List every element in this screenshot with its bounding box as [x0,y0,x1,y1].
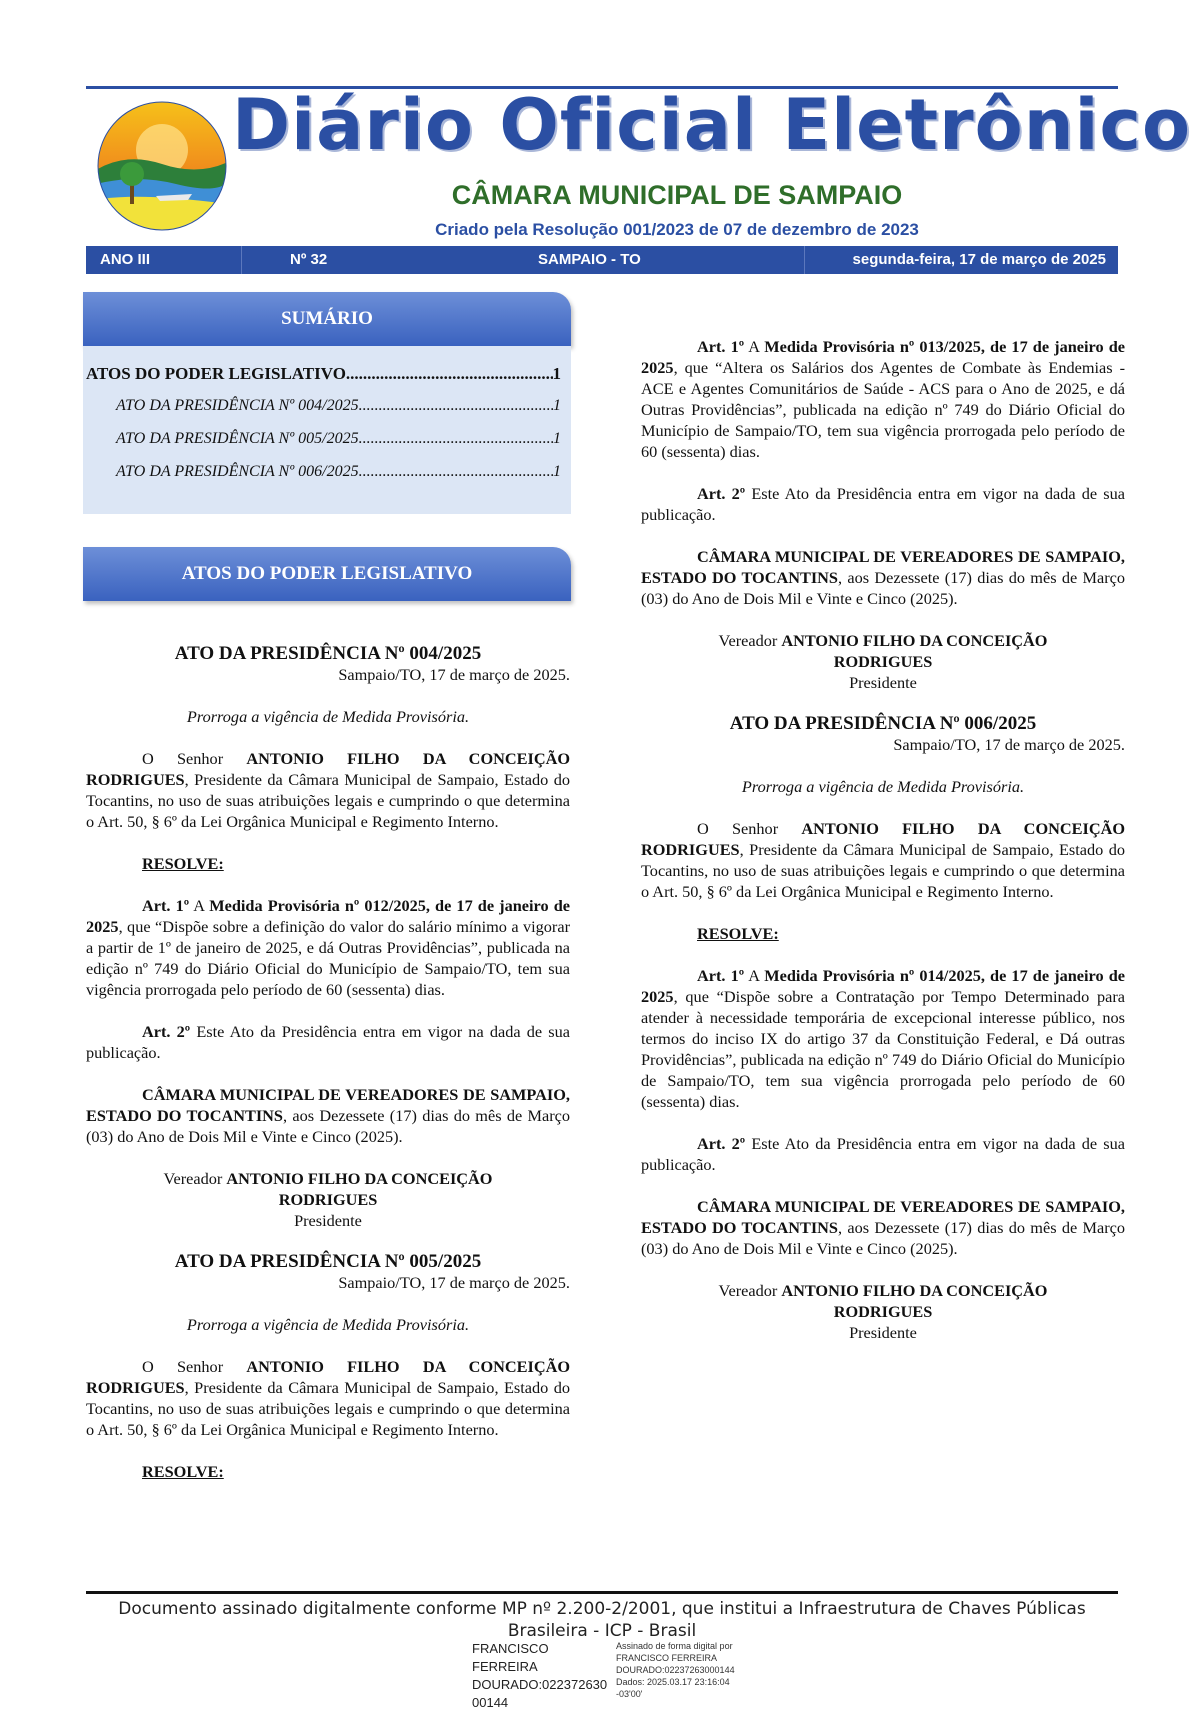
act-article-2: Art. 2º Este Ato da Presidência entra em vigor na dada de sua publicação. [86,1022,570,1062]
chamber-name: CÂMARA MUNICIPAL DE SAMPAIO [451,180,903,210]
issue-date: segunda-feira, 17 de março de 2025 [852,251,1106,268]
signature-metadata: Assinado de forma digital por FRANCISCO FERREIRA DOURADO:02237263000144 Dados: 2025.03.17 23:16:04 -03'00' [616,1641,735,1699]
issue-year: ANO III [100,251,151,268]
summary-entry[interactable]: ATO DA PRESIDÊNCIA Nº 004/2025 ..... 1 [116,397,561,415]
summary-entry[interactable]: ATO DA PRESIDÊNCIA Nº 005/2025 ..... 1 [116,430,561,448]
act-title: ATO DA PRESIDÊNCIA Nº 004/2025 [174,643,482,664]
act-signature: Vereador ANTONIO FILHO DA CONCEIÇÃO RODRIGUES Presidente [163,1169,493,1230]
issue-info-bar [86,246,1118,274]
left-column [86,643,570,1482]
act-article-1: Art. 1º A Medida Provisória nº 014/2025, de 17 de janeiro de 2025, que “Dispõe sobre a Contratação por Tempo Determinado para atender à necessidade temporária de excepcional interesse público, nos termos do inciso IX do artigo 37 da Constituição Federal, e Dá outras Providências”, publicada na edição nº 749 do Diário Oficial do Município de Sampaio/TO, tem sua vigência prorrogada pelo período de 60 (sessenta) dias. [641,966,1125,1111]
sun-landscape-logo-icon [96,100,228,232]
act-place-date: Sampaio/TO, 17 de março de 2025. [338,665,570,684]
act-signature: Vereador ANTONIO FILHO DA CONCEIÇÃO RODRIGUES Presidente [718,631,1048,692]
act-preamble: O Senhor ANTONIO FILHO DA CONCEIÇÃO RODRIGUES, Presidente da Câmara Municipal de Sampaio, Estado do Tocantins, no uso de suas atribuições legais e cumprindo o que determina o Art. 50, § 6º da Lei Orgânica Municipal e Regimento Interno. [86,1357,570,1439]
section-heading: ATOS DO PODER LEGISLATIVO [83,547,571,601]
masthead-title: Diário Oficial Eletrônico [232,84,1192,166]
act-subject: Prorroga a vigência de Medida Provisória. [741,777,1025,796]
act-article-1: Art. 1º A Medida Provisória nº 012/2025, de 17 de janeiro de 2025, que “Dispõe sobre a definição do valor do salário mínimo a vigorar a partir de 1º de janeiro de 2025, e dá Outras Providências”, publicada na edição nº 749 do Diário Oficial do Município de Sampaio/TO, tem sua vigência prorrogada pelo período de 60 (sessenta) dias. [86,896,570,999]
act-closing: CÂMARA MUNICIPAL DE VEREADORES DE SAMPAIO, ESTADO DO TOCANTINS, aos Dezessete (17) dias do mês de Março (03) do Ano de Dois Mil e Vinte e Cinco (2025). [641,1197,1126,1258]
act-place-date: Sampaio/TO, 17 de março de 2025. [338,1273,570,1292]
act-article-1: Art. 1º A Medida Provisória nº 013/2025, de 17 de janeiro de 2025, que “Altera os Salários dos Agentes de Combate às Endemias - ACE e Agentes Comunitários de Saúde - ACS para o Ano de 2025, e dá Outras Providências”, publicada na edição nº 749 do Diário Oficial do Município de Sampaio/TO, tem sua vigência prorrogada pelo período de 60 (sessenta) dias. [641,337,1125,461]
act-article-2: Art. 2º Este Ato da Presidência entra em vigor na dada de sua publicação. [641,484,1125,524]
act-preamble: O Senhor ANTONIO FILHO DA CONCEIÇÃO RODRIGUES, Presidente da Câmara Municipal de Sampaio, Estado do Tocantins, no uso de suas atribuições legais e cumprindo o que determina o Art. 50, § 6º da Lei Orgânica Municipal e Regimento Interno. [641,819,1125,901]
summary-main-label: ATOS DO PODER LEGISLATIVO [86,364,346,383]
bottom-rule [86,1591,1118,1594]
summary-heading: SUMÁRIO [83,292,571,346]
act-place-date: Sampaio/TO, 17 de março de 2025. [893,735,1125,754]
summary-main-entry[interactable] [86,364,561,384]
act-closing: CÂMARA MUNICIPAL DE VEREADORES DE SAMPAIO, ESTADO DO TOCANTINS, aos Dezessete (17) dias do mês de Março (03) do Ano de Dois Mil e Vinte e Cinco (2025). [86,1085,571,1146]
act-resolve: RESOLVE: [142,1462,224,1481]
signer-name: FRANCISCO FERREIRA DOURADO:022372630 00144 [472,1641,608,1710]
summary-entry[interactable]: ATO DA PRESIDÊNCIA Nº 006/2025 ..... 1 [116,463,561,481]
act-closing: CÂMARA MUNICIPAL DE VEREADORES DE SAMPAIO, ESTADO DO TOCANTINS, aos Dezessete (17) dias do mês de Março (03) do Ano de Dois Mil e Vinte e Cinco (2025). [641,547,1126,608]
act-article-2: Art. 2º Este Ato da Presidência entra em vigor na dada de sua publicação. [641,1134,1125,1174]
issue-city: SAMPAIO - TO [538,251,641,268]
act-resolve: RESOLVE: [697,924,779,943]
act-subject: Prorroga a vigência de Medida Provisória. [186,1315,470,1334]
act-title: ATO DA PRESIDÊNCIA Nº 006/2025 [729,713,1037,734]
creation-note: Criado pela Resolução 001/2023 de 07 de dezembro de 2023 [435,220,919,239]
digital-signature-note: Documento assinado digitalmente conforme MP nº 2.200-2/2001, que institui a Infraestrutura de Chaves Públicas Brasileira - ICP - Brasil [118,1599,1086,1641]
act-signature: Vereador ANTONIO FILHO DA CONCEIÇÃO RODRIGUES Presidente [718,1281,1048,1342]
summary-main-page: 1 [552,364,561,383]
right-column [641,336,1125,1343]
act-preamble: O Senhor ANTONIO FILHO DA CONCEIÇÃO RODRIGUES, Presidente da Câmara Municipal de Sampaio, Estado do Tocantins, no uso de suas atribuições legais e cumprindo o que determina o Art. 50, § 6º da Lei Orgânica Municipal e Regimento Interno. [86,749,570,831]
act-subject: Prorroga a vigência de Medida Provisória. [186,707,470,726]
issue-number: Nº 32 [290,251,328,268]
act-resolve: RESOLVE: [142,854,224,873]
act-title: ATO DA PRESIDÊNCIA Nº 005/2025 [174,1251,482,1272]
